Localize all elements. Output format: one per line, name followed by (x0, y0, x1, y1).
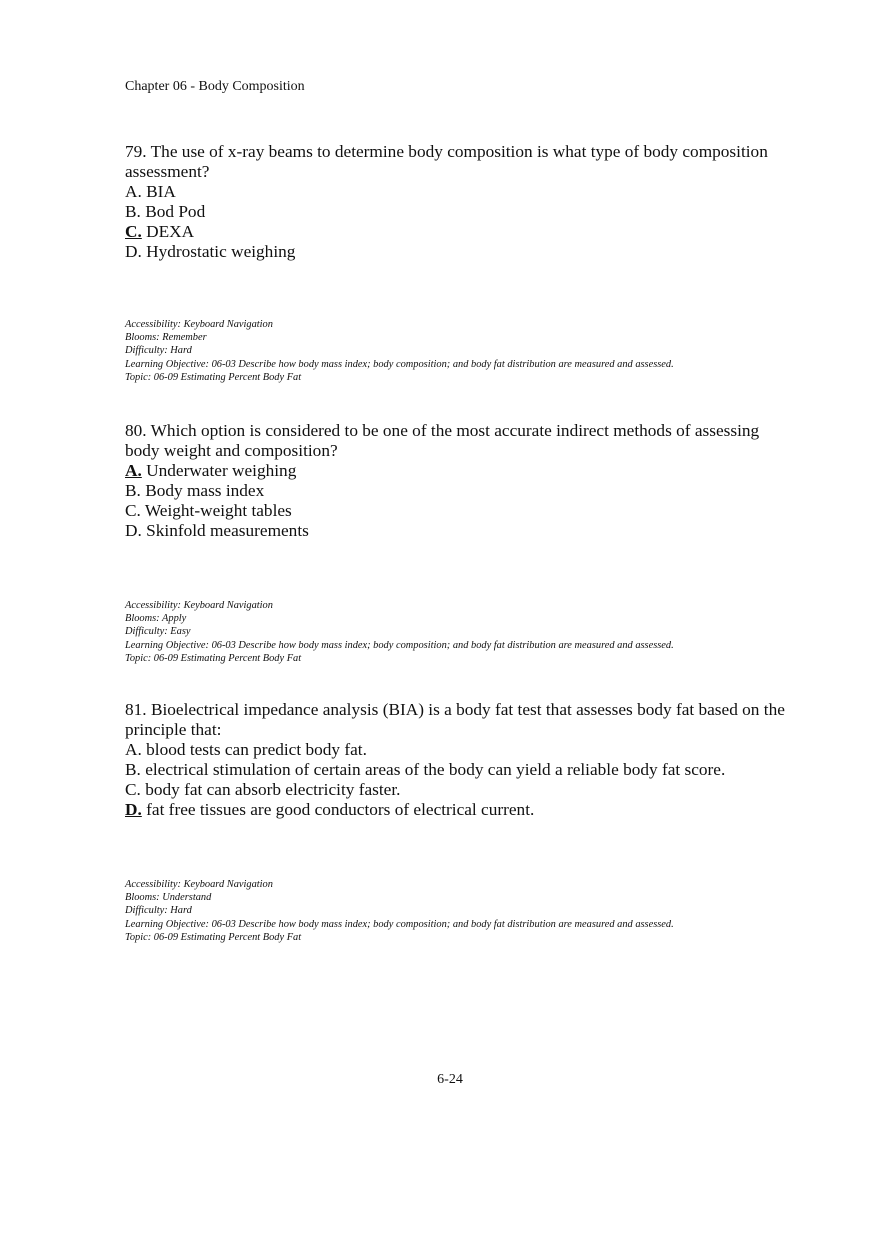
option-text: electrical stimulation of certain areas of the body can yield a reliable body fat score. (145, 760, 726, 779)
correct-option-letter: D. (125, 800, 142, 819)
meta-accessibility: Accessibility: Keyboard Navigation (125, 879, 273, 890)
question-stem: Which option is considered to be one of the most accurate indirect methods of assessing body weight and composition? (125, 421, 760, 460)
answer-option-b (125, 202, 785, 222)
question-text (125, 700, 785, 740)
question-text (125, 142, 785, 182)
question-number: 81. (125, 700, 147, 719)
answer-option-d (125, 800, 785, 820)
option-letter: A. (125, 740, 142, 759)
meta-topic: Topic: 06-09 Estimating Percent Body Fat (125, 931, 302, 943)
meta-difficulty: Difficulty: Easy (125, 626, 191, 638)
option-letter: C. (125, 780, 141, 799)
option-text: Bod Pod (145, 202, 206, 221)
option-text: blood tests can predict body fat. (146, 740, 367, 759)
option-text: DEXA (146, 222, 195, 241)
meta-accessibility: Accessibility: Keyboard Navigation (125, 600, 273, 611)
question-text (125, 421, 785, 461)
option-text: Underwater weighing (146, 461, 297, 480)
answer-option-c (125, 780, 785, 800)
option-letter: B. (125, 202, 141, 221)
answer-option-d (125, 521, 785, 541)
correct-option-letter: C. (125, 222, 142, 241)
meta-difficulty: Difficulty: Hard (125, 905, 192, 917)
answer-option-b (125, 481, 785, 501)
option-text: Weight-weight tables (144, 501, 292, 520)
option-text: fat free tissues are good conductors of electrical current. (146, 800, 535, 819)
meta-topic: Topic: 06-09 Estimating Percent Body Fat (125, 371, 302, 383)
answer-option-a (125, 740, 785, 760)
answer-option-a (125, 182, 785, 202)
option-text: BIA (146, 182, 176, 201)
option-letter: C. (125, 501, 141, 520)
page-number: 6-24 (437, 1072, 463, 1087)
option-letter: D. (125, 521, 142, 540)
option-letter: A. (125, 182, 142, 201)
meta-learning-objective: Learning Objective: 06-03 Describe how body mass index; body composition; and body fat distribution are measured and assessed. (125, 639, 674, 651)
question-metadata (125, 318, 825, 384)
chapter-header: Chapter 06 - Body Composition (125, 79, 305, 94)
meta-topic: Topic: 06-09 Estimating Percent Body Fat (125, 652, 302, 664)
option-text: Hydrostatic weighing (146, 242, 296, 261)
option-text: Skinfold measurements (146, 521, 309, 540)
option-letter: B. (125, 481, 141, 500)
option-letter: B. (125, 760, 141, 779)
answer-option-c (125, 222, 785, 242)
option-text: Body mass index (145, 481, 265, 500)
question-metadata (125, 878, 825, 944)
answer-option-c (125, 501, 785, 521)
question-79 (125, 142, 785, 262)
correct-option-letter: A. (125, 461, 142, 480)
question-stem: Bioelectrical impedance analysis (BIA) is a body fat test that assesses body fat based on the principle that: (125, 700, 785, 739)
question-81 (125, 700, 785, 820)
answer-option-d (125, 242, 785, 262)
meta-learning-objective: Learning Objective: 06-03 Describe how body mass index; body composition; and body fat distribution are measured and assessed. (125, 918, 674, 930)
option-letter: D. (125, 242, 142, 261)
question-80 (125, 421, 785, 541)
option-text: body fat can absorb electricity faster. (145, 780, 401, 799)
meta-blooms: Blooms: Apply (125, 613, 187, 625)
meta-blooms: Blooms: Remember (125, 332, 207, 344)
answer-option-a (125, 461, 785, 481)
question-number: 80. (125, 421, 147, 440)
meta-accessibility: Accessibility: Keyboard Navigation (125, 319, 273, 330)
question-metadata (125, 599, 825, 665)
question-number: 79. (125, 142, 147, 161)
meta-blooms: Blooms: Understand (125, 892, 212, 904)
meta-difficulty: Difficulty: Hard (125, 345, 192, 357)
question-stem: The use of x-ray beams to determine body composition is what type of body composition assessment? (125, 142, 768, 181)
answer-option-b (125, 760, 785, 780)
meta-learning-objective: Learning Objective: 06-03 Describe how body mass index; body composition; and body fat distribution are measured and assessed. (125, 358, 674, 370)
